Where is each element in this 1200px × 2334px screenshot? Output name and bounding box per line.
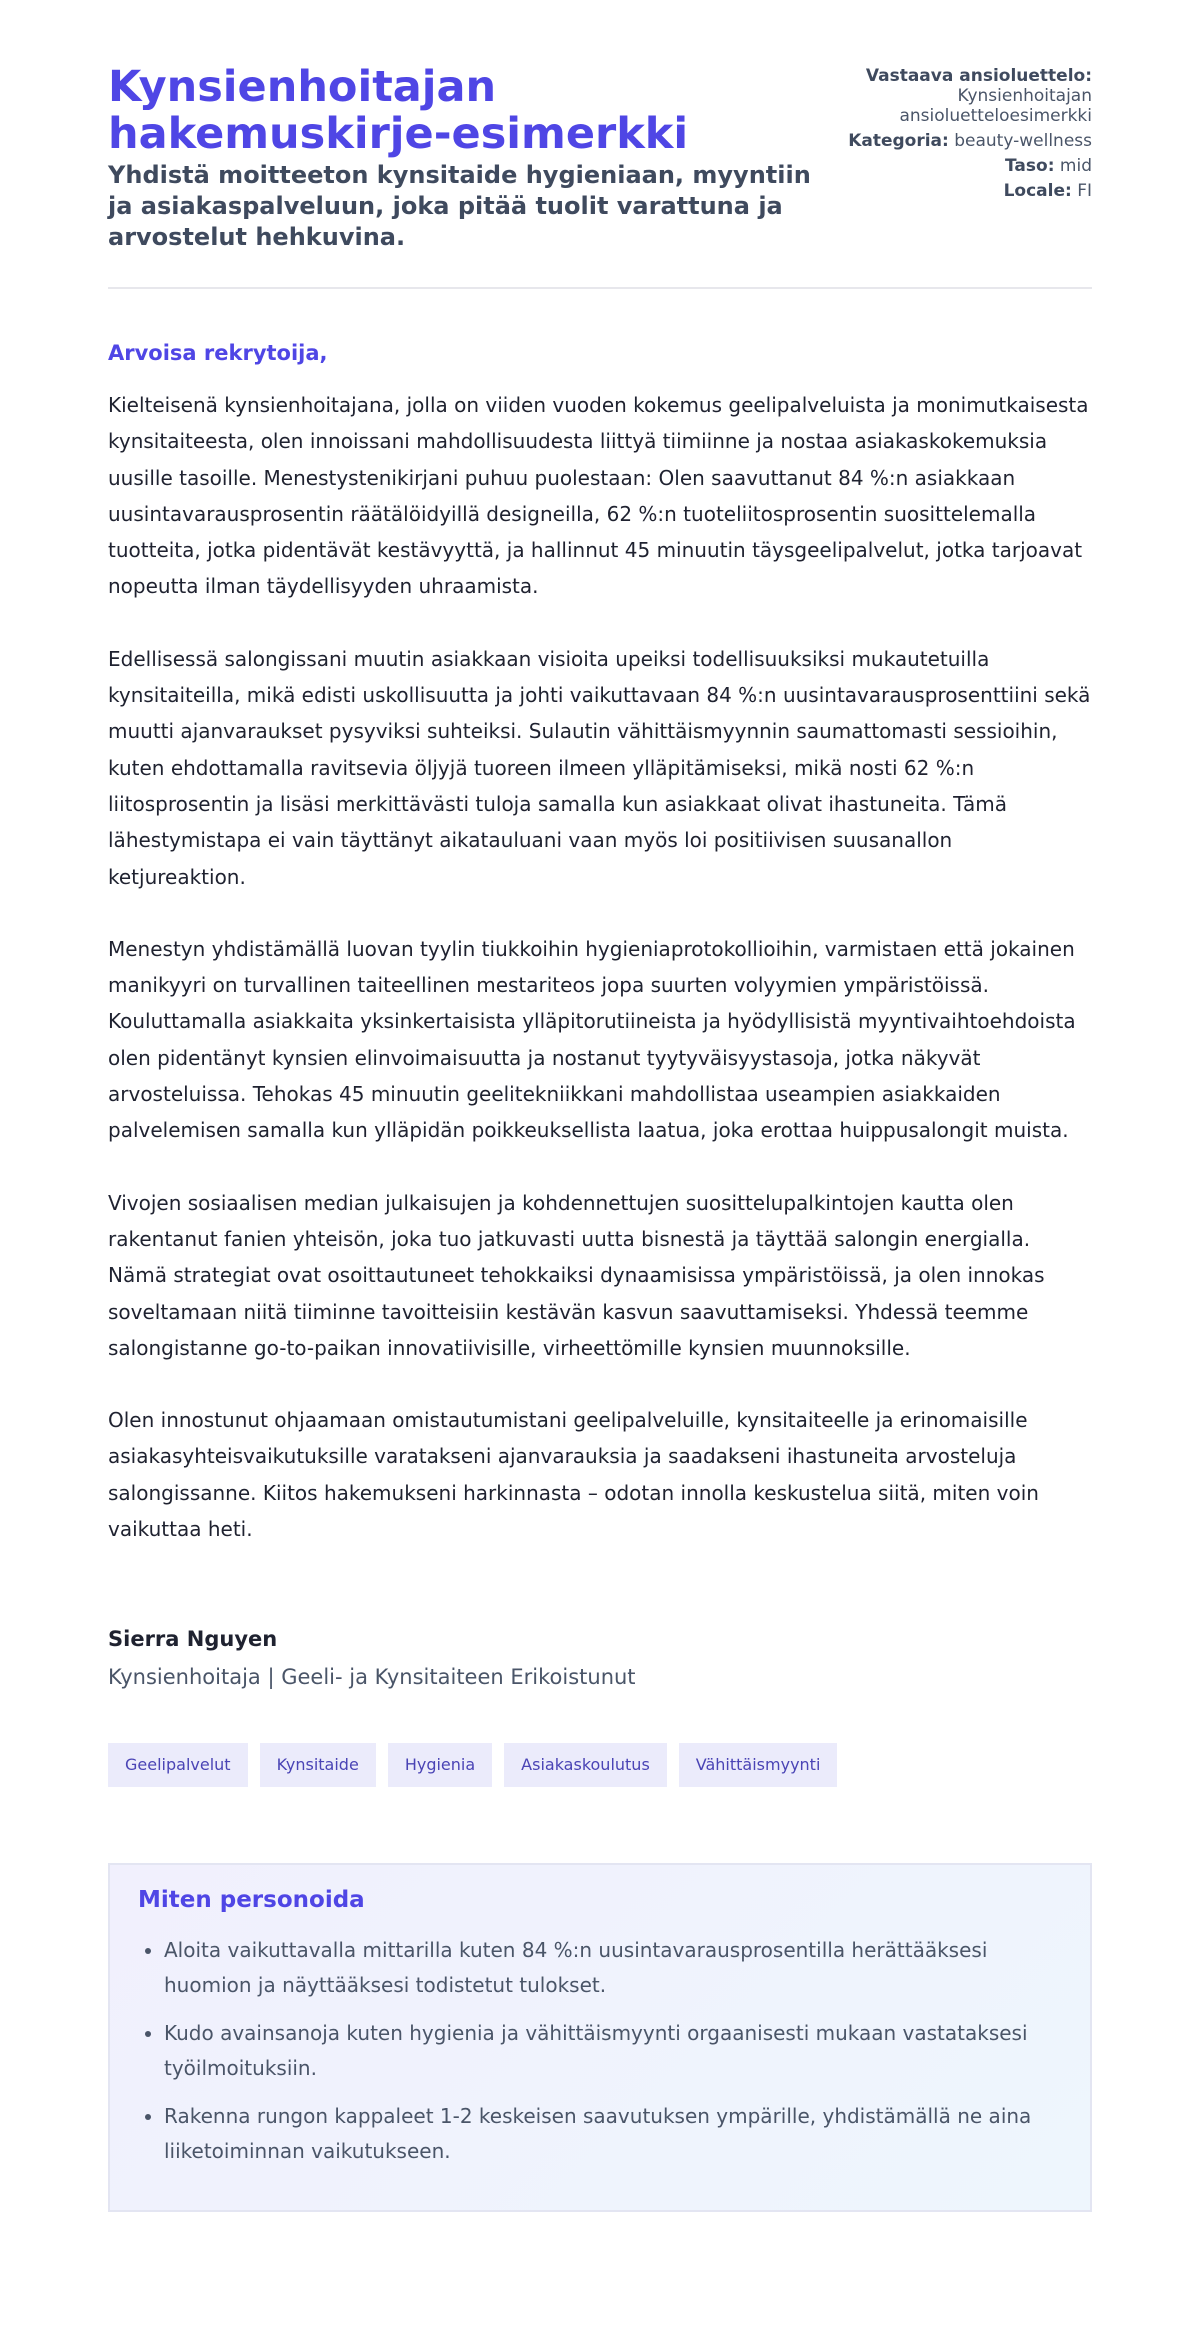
- tips-title: Miten personoida: [138, 1887, 365, 1914]
- skill-tags: [108, 1743, 1092, 1787]
- meta-locale-value: FI: [1077, 181, 1092, 201]
- meta-level-label: Taso:: [1005, 156, 1055, 176]
- letter-body: [108, 341, 1092, 1547]
- skill-tag: Hygienia: [388, 1743, 492, 1787]
- tip-item: • Aloita vaikuttavalla mittarilla kuten 84 %:n uusintavarausprosentilla herättääksesi huomion ja näyttääksesi todistetut tulokset.: [164, 1933, 1062, 2003]
- paragraph: Edellisessä salongissani muutin asiakkaan visioita upeiksi todellisuuksiksi mukautetuilla kynsitaiteilla, mikä edisti uskollisuutta ja johti vaikuttavaan 84 %:n uusintavarausprosenttiini sekä muutti ajanvaraukset pysyviksi suhteiksi. Sulautin vähittäismyynnin saumattomasti sessioihin, kuten ehdottamalla ravitsevia öljyjä tuoreen ilmeen ylläpitämiseksi, mikä nosti 62 %:n liitosprosentin ja lisäsi merkittävästi tuloja samalla kun asiakkaat olivat ihastuneita. Tämä lähestymistapa ei vain täyttänyt aikatauluani vaan myös loi positiivisen suusanallon ketjureaktion.: [108, 646, 1091, 889]
- tip-item: • Kudo avainsanoja kuten hygienia ja vähittäismyynti orgaanisesti mukaan vastataksesi työilmoituksiin.: [164, 2016, 1062, 2086]
- skill-tag: Asiakaskoulutus: [504, 1743, 667, 1787]
- meta-level-value: mid: [1059, 156, 1092, 176]
- tips-list: [138, 1933, 1062, 2169]
- meta-category-value: beauty-wellness: [954, 131, 1092, 151]
- signature-title: Kynsienhoitaja | Geeli- ja Kynsitaiteen Erikoistunut: [108, 1665, 636, 1690]
- skill-tag: Kynsitaide: [260, 1743, 376, 1787]
- meta-locale: [832, 181, 1092, 201]
- header-title-block: [108, 64, 828, 253]
- meta-resume-label: Vastaava ansioluettelo:: [865, 66, 1092, 86]
- meta-resume-value: Kynsienhoitajan ansioluetteloesimerkki: [899, 86, 1092, 126]
- paragraph: Kielteisenä kynsienhoitajana, jolla on viiden vuoden kokemus geelipalveluista ja monimutkaisesta kynsitaiteesta, olen innoissani mahdollisuudesta liittyä tiimiinne ja nostaa asiakaskokemuksia uusille tasoille. Menestystenikirjani puhuu puolestaan: Olen saavuttanut 84 %:n asiakkaan uusintavarausprosentin räätälöidyillä designeilla, 62 %:n tuoteliitosprosentin suosittelemalla tuotteita, jotka pidentävät kestävyyttä, ja hallinnut 45 minuutin täysgeelipalvelut, jotka tarjoavat nopeutta ilman täydellisyyden uhraamista.: [108, 393, 1089, 599]
- tip-item: • Rakenna rungon kappaleet 1-2 keskeisen saavutuksen ympärille, yhdistämällä ne aina liiketoiminnan vaikutukseen.: [164, 2099, 1062, 2169]
- meta-category: [832, 131, 1092, 151]
- signature-name: Sierra Nguyen: [108, 1627, 278, 1652]
- page-title: Kynsienhoitajan hakemuskirje-esimerkki: [108, 62, 689, 159]
- paragraph: Vivojen sosiaalisen median julkaisujen ja kohdennettujen suosittelupalkintojen kautta olen rakentanut fanien yhteisön, joka tuo jatkuvasti uutta bisnestä ja täyttää salongin energialla. Nämä strategiat ovat osoittautuneet tehokkaiksi dynaamisissa ympäristöissä, ja olen innokas soveltamaan niitä tiiminne tavoitteisiin kestävän kasvun saavuttamiseksi. Yhdessä teemme salongistanne go-to-paikan innovatiivisille, virheettömille kynsien muunnoksille.: [108, 1190, 1045, 1360]
- skill-tag: Geelipalvelut: [108, 1743, 248, 1787]
- meta-category-label: Kategoria:: [848, 131, 949, 151]
- paragraph: Menestyn yhdistämällä luovan tyylin tiukkoihin hygieniaprotokollioihin, varmistaen että jokainen manikyyri on turvallinen taiteellinen mestariteos jopa suurten volyymien ympäristöissä. Kouluttamalla asiakkaita yksinkertaisista ylläpitorutiineista ja hyödyllisistä myyntivaihtoehdoista olen pidentänyt kynsien elinvoimaisuutta ja nostanut tyytyväisyystasoja, jotka näkyvät arvosteluissa. Tehokas 45 minuutin geelitekniikkani mahdollistaa useampien asiakkaiden palvelemisen samalla kun ylläpidän poikkeuksellista laatua, joka erottaa huippusalongit muista.: [108, 936, 1076, 1143]
- paragraph: Olen innostunut ohjaamaan omistautumistani geelipalveluille, kynsitaiteelle ja erinomaisille asiakasyhteisvaikutuksille varatakseni ajanvarauksia ja saadakseni ihastuneita arvosteluja salongissanne. Kiitos hakemukseni harkinnasta – odotan innolla keskustelua siitä, miten voin vaikuttaa heti.: [108, 1408, 1039, 1542]
- meta-locale-label: Locale:: [1003, 181, 1072, 201]
- greeting: Arvoisa rekrytoija,: [108, 341, 328, 365]
- meta-panel: [832, 64, 1092, 206]
- page-subtitle: Yhdistä moitteeton kynsitaide hygieniaan, myyntiin ja asiakaspalveluun, joka pitää tuolit varattuna ja arvostelut hehkuvina.: [108, 161, 811, 251]
- signature-block: [108, 1627, 1092, 1689]
- personalization-tips: [108, 1863, 1092, 2212]
- page-header: [108, 64, 1092, 289]
- skill-tag: Vähittäismyynti: [679, 1743, 838, 1787]
- meta-resume: [832, 66, 1092, 126]
- meta-level: [832, 156, 1092, 176]
